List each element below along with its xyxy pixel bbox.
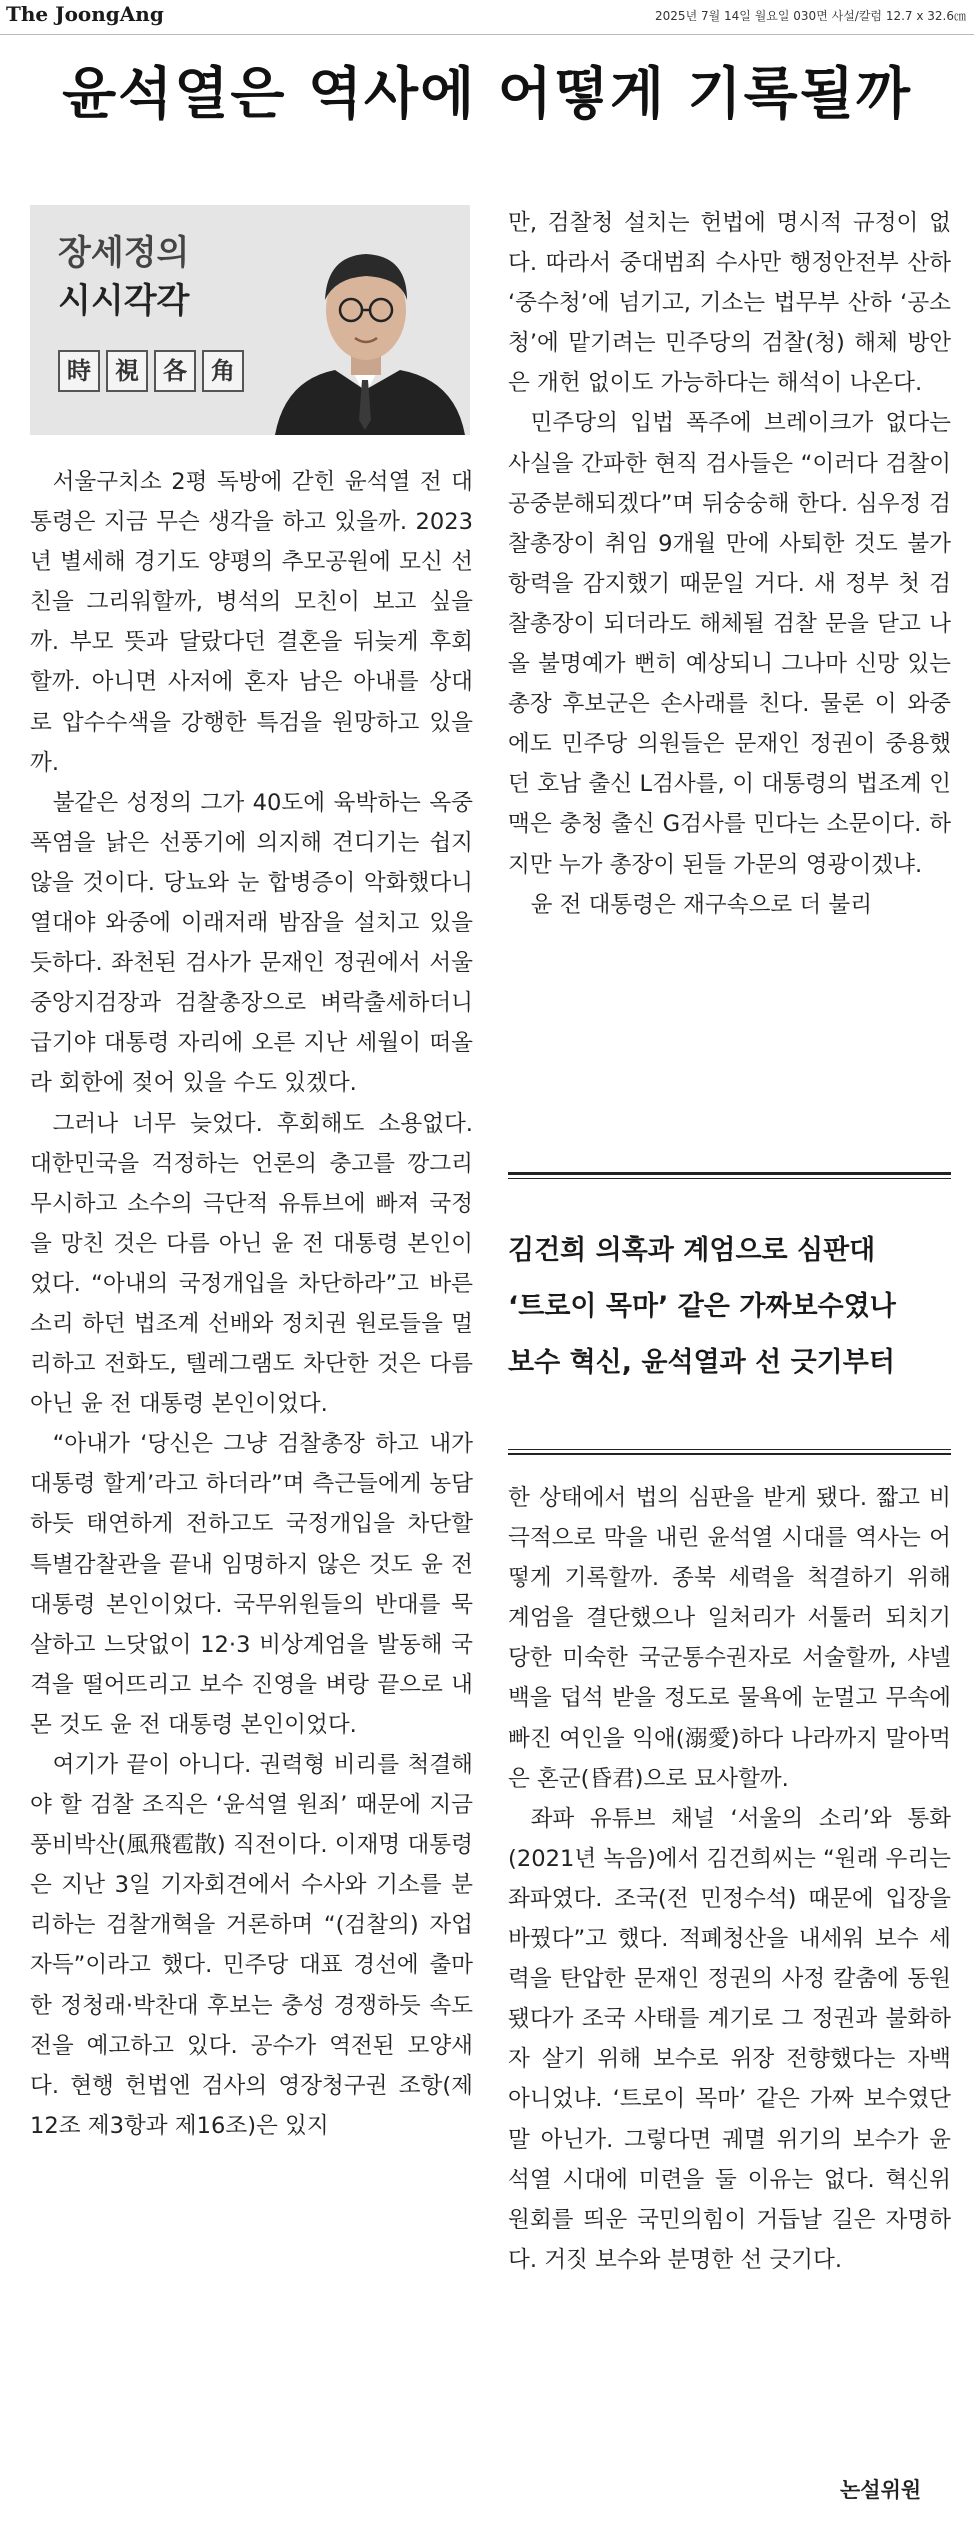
columnist-photo xyxy=(265,220,470,435)
body-paragraph: 만, 검찰청 설치는 헌법에 명시적 규정이 없다. 따라서 중대범죄 수사만 행정안전부 산하 ‘중수청’에 넘기고, 기소는 법무부 산하 ‘공소청’에 맡기려는 민주당의 검찰(청) 해체 방안은 개헌 없이도 가능하다는 해석이 나온다. xyxy=(508,210,951,397)
hanja-char: 各 xyxy=(154,350,196,392)
headline: 윤석열은 역사에 어떻게 기록될까 xyxy=(62,62,912,127)
newspaper-logo: The JoongAng xyxy=(6,2,164,26)
body-paragraph: 여기가 끝이 아니다. 권력형 비리를 척결해야 할 검찰 조직은 ‘윤석열 원죄’ 때문에 지금 풍비박산(風飛雹散) 직전이다. 이재명 대통령은 지난 3일 기자회견에서 수사와 기소를 분리하는 검찰개혁을 거론하며 “(검찰의) 자업자득”이라고 했다. 민주당 대표 경선에 출마한 정청래·박찬대 후보는 충성 경쟁하듯 속도전을 예고하고 있다. 공수가 역전된 모양새다. 현행 헌법엔 검사의 영장청구권 조항(제12조 제3항과 제16조)은 있지 xyxy=(30,1752,473,2139)
body-paragraph: “아내가 ‘당신은 그냥 검찰총장 하고 내가 대통령 할게’라고 하더라”며 측근들에게 농담하듯 태연하게 전하고도 국정개입을 차단할 특별감찰관을 끝내 임명하지 않은 것도 윤 전 대통령 본인이었다. 국무위원들의 반대를 묵살하고 느닷없이 12·3 비상계엄을 발동해 국격을 떨어뜨리고 보수 진영을 벼랑 끝으로 내몬 것도 윤 전 대통령 본인이었다. xyxy=(30,1431,473,1738)
right-column-top xyxy=(508,203,951,925)
subheadline xyxy=(508,1223,951,1391)
left-column xyxy=(30,462,473,2146)
body-paragraph: 민주당의 입법 폭주에 브레이크가 없다는 사실을 간파한 현직 검사들은 “이러다 검찰이 공중분해되겠다”며 뒤숭숭해 한다. 심우정 검찰총장이 취임 9개월 만에 사퇴한 것도 불가항력을 감지했기 때문일 거다. 새 정부 첫 검찰총장이 되더라도 해체될 검찰 문을 닫고 나올 불명예가 뻔히 예상되니 그나마 신망 있는 총장 후보군은 손사래를 친다. 물론 이 와중에도 민주당 의원들은 문재인 정권이 중용했던 호남 출신 L검사를, 이 대통령의 법조계 인맥은 충청 출신 G검사를 민다는 소문이다. 하지만 누가 총장이 된들 가문의 영광이겠냐. xyxy=(508,410,951,878)
divider xyxy=(508,1449,951,1450)
subheadline-line: 김건희 의혹과 계엄으로 심판대 xyxy=(508,1235,876,1266)
masthead xyxy=(0,0,974,35)
column-series-title: 시시각각 xyxy=(58,281,190,321)
columnist-name: 장세정의 xyxy=(58,233,190,273)
hanja-char: 角 xyxy=(202,350,244,392)
byline: 논설위원 xyxy=(840,2478,922,2502)
subheadline-line: ‘트로이 목마’ 같은 가짜보수였나 xyxy=(508,1291,896,1322)
hanja-char: 時 xyxy=(58,350,100,392)
body-paragraph: 좌파 유튜브 채널 ‘서울의 소리’와 통화(2021년 녹음)에서 김건희씨는 “원래 우리는 좌파였다. 조국(전 민정수석) 때문에 입장을 바꿨다”고 했다. 적폐청산을 내세워 보수 세력을 탄압한 문재인 정권의 사정 칼춤에 동원됐다가 조국 사태를 계기로 그 정권과 불화하자 살기 위해 보수로 위장 전향했다는 자백 아니었냐. ‘트로이 목마’ 같은 가짜 보수였단 말 아닌가. 그렇다면 궤멸 위기의 보수가 윤석열 시대에 미련을 둘 이유는 없다. 혁신위원회를 띄운 국민의힘이 거듭날 길은 자명하다. 거짓 보수와 분명한 선 긋기다. xyxy=(508,1805,951,2273)
publication-meta: 2025년 7월 14일 월요일 030면 사설/칼럼 12.7 x 32.6㎝ xyxy=(655,9,966,23)
body-paragraph: 불같은 성정의 그가 40도에 육박하는 옥중 폭염을 낡은 선풍기에 의지해 견디기는 쉽지 않을 것이다. 당뇨와 눈 합병증이 악화했다니 열대야 와중에 이래저래 밤잠을 설치고 있을 듯하다. 좌천된 검사가 문재인 정권에서 서울중앙지검장과 검찰총장으로 벼락출세하더니 급기야 대통령 자리에 오른 지난 세월이 떠올라 회한에 젖어 있을 수도 있겠다. xyxy=(30,789,473,1097)
divider xyxy=(508,1178,951,1179)
right-column-bottom xyxy=(508,1478,951,2280)
body-paragraph: 윤 전 대통령은 재구속으로 더 불리 xyxy=(530,891,873,918)
body-paragraph: 그러나 너무 늦었다. 후회해도 소용없다. 대한민국을 걱정하는 언론의 충고를 깡그리 무시하고 소수의 극단적 유튜브에 빠져 국정을 망친 것은 다름 아닌 윤 전 대통령 본인이었다. “아내의 국정개입을 차단하라”고 바른 소리 하던 법조계 선배와 정치권 원로들을 멀리하고 전화도, 텔레그램도 차단한 것은 다름 아닌 윤 전 대통령 본인이었다. xyxy=(30,1110,473,1418)
subheadline-box xyxy=(508,1172,951,1455)
hanja-seals xyxy=(58,350,244,392)
hanja-char: 視 xyxy=(106,350,148,392)
body-paragraph: 한 상태에서 법의 심판을 받게 됐다. 짧고 비극적으로 막을 내린 윤석열 시대를 역사는 어떻게 기록할까. 종북 세력을 척결하기 위해 계엄을 결단했으나 일처리가 서툴러 되치기당한 미숙한 국군통수권자로 서술할까, 샤넬백을 덥석 받을 정도로 물욕에 눈멀고 무속에 빠진 여인을 익애(溺愛)하다 나라까지 말아먹은 혼군(昏君)으로 묘사할까. xyxy=(508,1485,951,1792)
body-paragraph: 서울구치소 2평 독방에 갇힌 윤석열 전 대통령은 지금 무슨 생각을 하고 있을까. 2023년 별세해 경기도 양평의 추모공원에 모신 선친을 그리워할까, 병석의 모친이 보고 싶을까. 부모 뜻과 달랐다던 결혼을 뒤늦게 후회할까. 아니면 사저에 혼자 남은 아내를 상대로 압수수색을 강행한 특검을 원망하고 있을까. xyxy=(30,469,473,776)
subheadline-line: 보수 혁신, 윤석열과 선 긋기부터 xyxy=(508,1347,895,1378)
column-header-box xyxy=(30,205,470,435)
